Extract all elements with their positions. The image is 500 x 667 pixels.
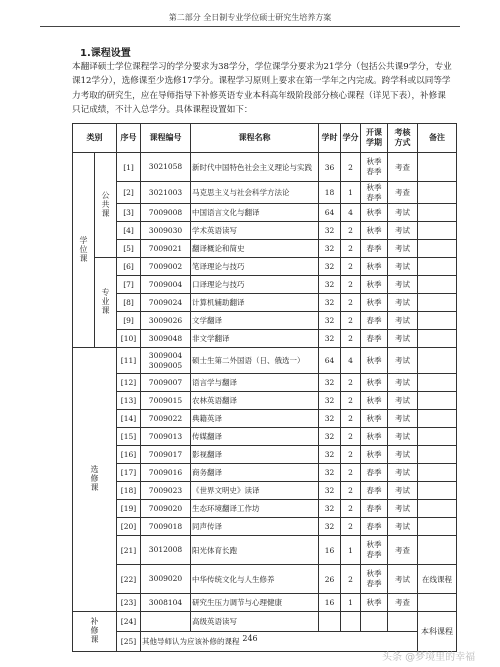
course-hours: 32 — [319, 500, 341, 518]
table-row — [73, 204, 457, 222]
semester-value: 春季 — [366, 485, 382, 495]
table-row — [73, 565, 457, 594]
course-semester — [361, 312, 388, 330]
course-semester — [361, 428, 388, 446]
semester-value: 秋季 — [366, 431, 382, 441]
course-note — [418, 330, 457, 348]
course-name: 商务翻译 — [191, 464, 319, 482]
course-credits: 2 — [341, 565, 361, 594]
course-credits: 2 — [341, 240, 361, 258]
course-credits: 2 — [341, 276, 361, 294]
course-hours: 32 — [319, 222, 341, 240]
row-no: [13] — [117, 392, 141, 410]
course-note — [418, 392, 457, 410]
row-no: [4] — [117, 222, 141, 240]
course-credits: 1 — [341, 536, 361, 565]
course-semester — [361, 374, 388, 392]
row-no: [8] — [117, 294, 141, 312]
table-row — [73, 374, 457, 392]
course-name: 口译理论与技巧 — [191, 276, 319, 294]
course-credits: 2 — [341, 482, 361, 500]
table-row — [73, 276, 457, 294]
semester-value: 秋季 — [366, 182, 382, 192]
course-code-value: 7009021 — [148, 243, 183, 253]
course-semester — [361, 464, 388, 482]
col-name: 课程名称 — [191, 124, 319, 153]
course-semester — [361, 258, 388, 276]
course-code-value: 7009013 — [148, 431, 183, 441]
course-exam: 考查 — [388, 153, 418, 182]
course-note — [418, 594, 457, 612]
course-exam: 考试 — [388, 428, 418, 446]
course-semester — [361, 182, 388, 204]
course-credits: 2 — [341, 222, 361, 240]
course-credits: 2 — [341, 374, 361, 392]
course-exam: 考查 — [388, 594, 418, 612]
row-no: [11] — [117, 348, 141, 374]
table-row — [73, 294, 457, 312]
course-name: 农林英语翻译 — [191, 392, 319, 410]
course-name: 同声传译 — [191, 518, 319, 536]
course-code — [141, 500, 191, 518]
course-hours: 32 — [319, 312, 341, 330]
course-hours: 32 — [319, 518, 341, 536]
table-row — [73, 330, 457, 348]
course-hours: 32 — [319, 374, 341, 392]
col-category: 类别 — [73, 124, 117, 153]
course-note — [418, 153, 457, 182]
course-exam: 考试 — [388, 294, 418, 312]
course-hours: 32 — [319, 258, 341, 276]
course-semester — [361, 446, 388, 464]
row-no: [10] — [117, 330, 141, 348]
course-note — [418, 482, 457, 500]
course-note — [418, 446, 457, 464]
table-row — [73, 464, 457, 482]
row-no: [18] — [117, 482, 141, 500]
course-code — [141, 464, 191, 482]
course-code — [141, 594, 191, 612]
course-name: 计算机辅助翻译 — [191, 294, 319, 312]
course-name: 中华传统文化与人生修养 — [191, 565, 319, 594]
group-elective-label: 选修课 — [90, 465, 99, 492]
header-rule — [40, 26, 460, 27]
table-body — [73, 153, 457, 652]
semester-value: 秋季 — [366, 261, 382, 271]
group-public-label: 公共课 — [101, 190, 110, 218]
semester-value: 秋季 — [366, 225, 382, 235]
course-name: 马克思主义与社会科学方法论 — [191, 182, 319, 204]
course-hours: 32 — [319, 240, 341, 258]
semester-value: 春季 — [366, 521, 382, 531]
course-credits: 2 — [341, 500, 361, 518]
row-no: [25] — [117, 632, 141, 652]
course-name: 《世界文明史》读译 — [191, 482, 319, 500]
course-code — [141, 330, 191, 348]
table-row — [73, 222, 457, 240]
course-code — [141, 294, 191, 312]
semester-value: 春季 — [366, 192, 382, 202]
row-no: [24] — [117, 612, 141, 632]
course-code-value: 3012008 — [148, 545, 183, 554]
course-code — [141, 374, 191, 392]
course-semester — [361, 565, 388, 594]
semester-value: 春季 — [366, 550, 382, 559]
course-semester — [361, 410, 388, 428]
semester-value: 秋季 — [366, 413, 382, 423]
course-note — [418, 518, 457, 536]
course-name: 中国语言文化与翻译 — [191, 204, 319, 222]
course-code — [141, 565, 191, 594]
table-row — [73, 258, 457, 276]
section-title: 1.课程设置 — [80, 48, 131, 59]
row-no: [1] — [117, 153, 141, 182]
course-exam: 考试 — [388, 204, 418, 222]
course-code — [141, 612, 191, 632]
course-exam: 考查 — [388, 182, 418, 204]
course-code-value: 3009048 — [148, 333, 183, 343]
course-hours: 32 — [319, 392, 341, 410]
course-hours: 32 — [319, 446, 341, 464]
course-semester — [361, 594, 388, 612]
course-hours: 32 — [319, 276, 341, 294]
course-code-value: 3021058 — [148, 162, 183, 171]
course-hours: 16 — [319, 536, 341, 565]
course-name: 典籍英译 — [191, 410, 319, 428]
semester-value: 秋季 — [366, 395, 382, 405]
table-row — [73, 410, 457, 428]
course-exam: 考查 — [388, 536, 418, 565]
course-code — [141, 482, 191, 500]
remedial-note: 本科课程 — [418, 612, 457, 652]
course-hours: 36 — [319, 153, 341, 182]
course-code-value: 3009030 — [148, 225, 183, 235]
course-code-value: 3009026 — [148, 315, 183, 325]
group-major-label: 专业课 — [101, 288, 110, 315]
course-exam: 考试 — [388, 446, 418, 464]
course-credits: 4 — [341, 348, 361, 374]
table-row — [73, 240, 457, 258]
group-remedial — [73, 612, 117, 652]
row-no: [3] — [117, 204, 141, 222]
course-semester — [361, 348, 388, 374]
course-credits: 2 — [341, 258, 361, 276]
semester-value: 秋季 — [366, 597, 382, 607]
col-semester: 开课 学期 — [361, 124, 388, 153]
course-code-value: 3009005 — [148, 360, 183, 370]
course-code — [141, 348, 191, 374]
course-hours: 16 — [319, 594, 341, 612]
row-no: [5] — [117, 240, 141, 258]
course-code — [141, 446, 191, 464]
course-code — [141, 392, 191, 410]
course-hours: 32 — [319, 428, 341, 446]
course-name: 新时代中国特色社会主义理论与实践 — [191, 153, 319, 182]
course-exam: 考试 — [388, 410, 418, 428]
course-note: 在线课程 — [418, 565, 457, 594]
course-hours: 32 — [319, 410, 341, 428]
course-code — [141, 312, 191, 330]
course-semester — [361, 482, 388, 500]
course-note — [418, 240, 457, 258]
row-no: [9] — [117, 312, 141, 330]
semester-value: 秋季 — [366, 449, 382, 459]
course-name: 传媒翻译 — [191, 428, 319, 446]
course-exam: 考试 — [388, 565, 418, 594]
course-code-value: 3009020 — [148, 574, 183, 583]
table-row — [73, 312, 457, 330]
semester-value: 秋季 — [366, 207, 382, 217]
remedial-other: 其他导师认为应该补修的课程 — [141, 632, 418, 652]
intro-paragraph: 本翻译硕士学位课程学习的学分要求为38学分，学位课学分要求为21学分（包括公共课9学分，专业课12学分），选修课至少选修17学分。课程学习原则上要求在第一学年之内完成。跨学科或以同等学力考取的研究生，应在导师指导下补修英语专业本科高年级阶段部分核心课程（详见下表），补修课只记成绩，不计入总学分。具体课程设置如下： — [72, 62, 452, 116]
course-note — [418, 182, 457, 204]
semester-value: 秋季 — [366, 157, 382, 166]
course-code-value: 3008104 — [148, 597, 183, 607]
course-exam: 考试 — [388, 518, 418, 536]
group-elective — [73, 348, 117, 612]
course-semester — [361, 153, 388, 182]
table-row — [73, 612, 457, 632]
course-name: 阳光体育长跑 — [191, 536, 319, 565]
course-exam: 考试 — [388, 330, 418, 348]
group-major — [95, 258, 117, 348]
group-public — [95, 153, 117, 258]
course-code-value: 7009007 — [148, 377, 183, 387]
course-code-value: 7009023 — [148, 485, 183, 495]
course-semester — [361, 330, 388, 348]
course-table — [72, 123, 457, 652]
course-note — [418, 294, 457, 312]
course-note — [418, 276, 457, 294]
course-code-value: 7009022 — [148, 413, 183, 423]
course-name: 影视翻译 — [191, 446, 319, 464]
table-row — [73, 500, 457, 518]
course-code-value: 7009015 — [148, 395, 183, 405]
row-no: [17] — [117, 464, 141, 482]
course-exam: 考试 — [388, 258, 418, 276]
course-credits: 2 — [341, 518, 361, 536]
course-credits: 2 — [341, 410, 361, 428]
course-note — [418, 428, 457, 446]
course-name: 翻译概论和简史 — [191, 240, 319, 258]
course-code — [141, 182, 191, 204]
course-exam: 考试 — [388, 392, 418, 410]
semester-value: 秋季 — [366, 540, 382, 549]
course-name: 硕士生第二外国语（日、俄选一） — [191, 348, 319, 374]
course-code — [141, 258, 191, 276]
table-row — [73, 446, 457, 464]
semester-value: 秋季 — [366, 377, 382, 387]
course-semester — [361, 240, 388, 258]
table-row — [73, 153, 457, 182]
row-no: [15] — [117, 428, 141, 446]
table-row — [73, 482, 457, 500]
row-no: [19] — [117, 500, 141, 518]
table-row — [73, 392, 457, 410]
course-semester — [361, 294, 388, 312]
course-code-value: 7009024 — [148, 297, 183, 307]
course-exam — [388, 612, 418, 632]
course-hours: 26 — [319, 565, 341, 594]
course-hours — [319, 612, 341, 632]
course-credits: 2 — [341, 392, 361, 410]
course-exam: 考试 — [388, 240, 418, 258]
course-code-value: 3021003 — [148, 187, 183, 197]
table-row — [73, 518, 457, 536]
group-degree — [73, 153, 95, 348]
course-code — [141, 204, 191, 222]
course-note — [418, 258, 457, 276]
course-semester — [361, 222, 388, 240]
course-name: 文学翻译 — [191, 312, 319, 330]
course-hours: 32 — [319, 482, 341, 500]
course-code-value: 7009008 — [148, 207, 183, 217]
course-credits: 2 — [341, 312, 361, 330]
row-no: [21] — [117, 536, 141, 565]
course-semester — [361, 518, 388, 536]
course-hours: 32 — [319, 330, 341, 348]
course-credits: 2 — [341, 464, 361, 482]
course-note — [418, 500, 457, 518]
semester-value: 春季 — [366, 579, 382, 588]
course-exam: 考试 — [388, 374, 418, 392]
semester-value: 春季 — [366, 503, 382, 513]
course-exam: 考试 — [388, 312, 418, 330]
course-credits: 2 — [341, 446, 361, 464]
col-hours: 学时 — [319, 124, 341, 153]
course-note — [418, 410, 457, 428]
course-code — [141, 410, 191, 428]
semester-value: 秋季 — [366, 297, 382, 307]
course-credits: 2 — [341, 330, 361, 348]
course-note — [418, 348, 457, 374]
semester-value: 春季 — [366, 243, 382, 253]
row-no: [12] — [117, 374, 141, 392]
course-note — [418, 222, 457, 240]
course-name: 生态环境翻译工作坊 — [191, 500, 319, 518]
col-note: 备注 — [418, 124, 457, 153]
course-credits — [341, 612, 361, 632]
row-no: [22] — [117, 565, 141, 594]
table-row — [73, 348, 457, 374]
row-no: [16] — [117, 446, 141, 464]
course-code — [141, 153, 191, 182]
course-code-value: 3009004 — [148, 350, 183, 360]
course-hours: 18 — [319, 182, 341, 204]
course-code — [141, 240, 191, 258]
course-semester — [361, 500, 388, 518]
course-hours: 32 — [319, 294, 341, 312]
row-no: [14] — [117, 410, 141, 428]
row-no: [23] — [117, 594, 141, 612]
row-no: [20] — [117, 518, 141, 536]
course-name: 学术英语读写 — [191, 222, 319, 240]
course-semester — [361, 536, 388, 565]
course-code-value: 7009016 — [148, 467, 183, 477]
course-name: 语言学与翻译 — [191, 374, 319, 392]
course-code-value: 7009002 — [148, 261, 183, 271]
col-credits: 学分 — [341, 124, 361, 153]
course-code-value: 7009004 — [148, 279, 183, 289]
table-row — [73, 428, 457, 446]
group-degree-label: 学位课 — [79, 235, 88, 263]
course-exam: 考试 — [388, 276, 418, 294]
course-credits: 1 — [341, 182, 361, 204]
page-header: 第二部分 全日制专业学位硕士研究生培养方案 — [168, 13, 332, 22]
semester-value: 春季 — [366, 315, 382, 325]
course-exam: 考试 — [388, 348, 418, 374]
course-name: 笔译理论与技巧 — [191, 258, 319, 276]
watermark: 头条 @梦境里的幸福 — [382, 652, 476, 663]
course-semester — [361, 276, 388, 294]
course-code — [141, 518, 191, 536]
course-exam: 考试 — [388, 482, 418, 500]
course-code — [141, 428, 191, 446]
course-hours: 64 — [319, 204, 341, 222]
course-name: 非文学翻译 — [191, 330, 319, 348]
course-note — [418, 464, 457, 482]
course-semester — [361, 392, 388, 410]
course-semester — [361, 612, 388, 632]
table-row — [73, 594, 457, 612]
semester-value: 春季 — [366, 467, 382, 477]
group-remedial-label: 补修课 — [90, 617, 99, 644]
course-note — [418, 374, 457, 392]
semester-value: 秋季 — [366, 569, 382, 578]
course-exam: 考试 — [388, 464, 418, 482]
table-row — [73, 536, 457, 565]
course-code-value: 7009017 — [148, 449, 183, 459]
course-code-value: 7009018 — [148, 521, 183, 531]
course-code — [141, 536, 191, 565]
course-note — [418, 536, 457, 565]
semester-value: 春季 — [366, 333, 382, 343]
course-note — [418, 312, 457, 330]
course-credits: 1 — [341, 594, 361, 612]
course-credits: 2 — [341, 153, 361, 182]
row-no: [6] — [117, 258, 141, 276]
course-semester — [361, 204, 388, 222]
course-hours: 64 — [319, 348, 341, 374]
course-exam: 考试 — [388, 222, 418, 240]
course-note — [418, 204, 457, 222]
course-name: 高级英语读写 — [191, 612, 319, 632]
col-no: 序号 — [117, 124, 141, 153]
course-credits: 4 — [341, 204, 361, 222]
course-credits: 2 — [341, 294, 361, 312]
semester-value: 秋季 — [366, 279, 382, 289]
course-code — [141, 222, 191, 240]
table-header — [73, 124, 457, 153]
course-exam: 考试 — [388, 500, 418, 518]
course-credits: 2 — [341, 428, 361, 446]
row-no: [2] — [117, 182, 141, 204]
semester-value: 春季 — [366, 167, 382, 176]
col-exam: 考核 方式 — [388, 124, 418, 153]
course-code — [141, 276, 191, 294]
table-row — [73, 182, 457, 204]
page-number: 246 — [242, 634, 258, 643]
course-hours: 32 — [319, 464, 341, 482]
course-code-value: 7009020 — [148, 503, 183, 513]
row-no: [7] — [117, 276, 141, 294]
semester-value: 秋季 — [366, 355, 382, 365]
col-code: 课程编号 — [141, 124, 191, 153]
course-name: 研究生压力调节与心理健康 — [191, 594, 319, 612]
